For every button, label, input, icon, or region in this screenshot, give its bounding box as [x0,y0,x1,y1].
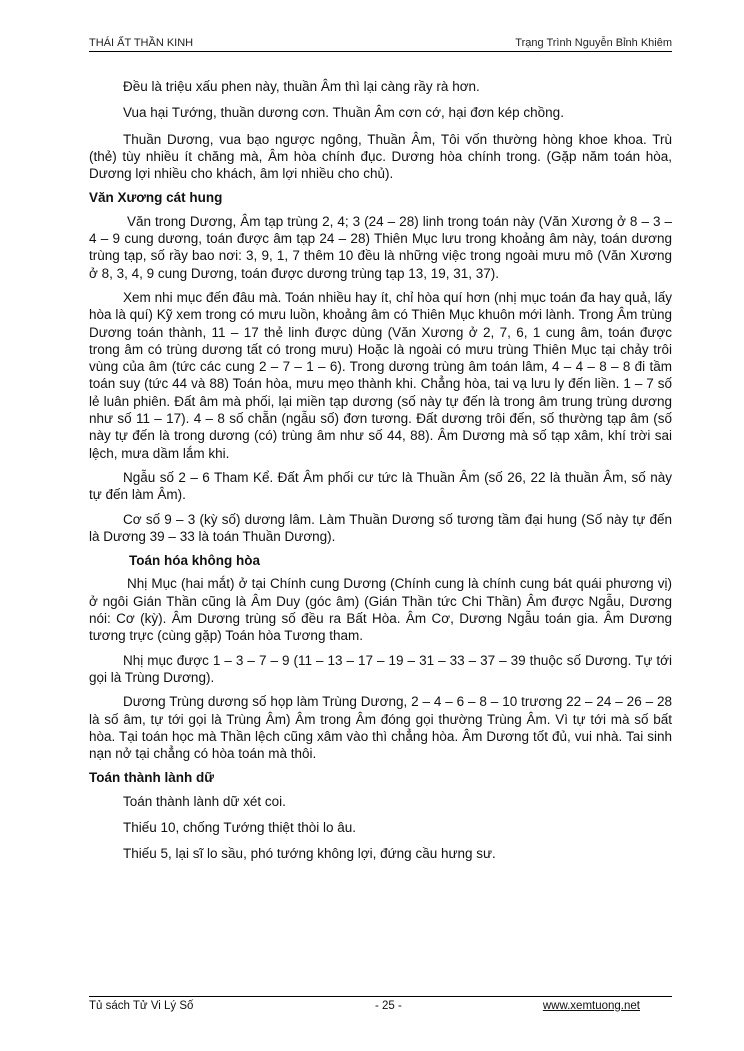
paragraph: Thuần Dương, vua bạo ngược ngông, Thuần Âm, Tôi vốn thường hòng khoe khoa. Trù (thẻ) tùy nhiều ít chăng mà, Âm hòa chính đục. Dương hòa chính trong. (Gặp năm toán hòa, Dương lợi nhiều cho khách, âm lợi nhiều cho chủ). [89,131,672,182]
section-heading-toan-thanh: Toán thành lành dữ [89,770,215,786]
paragraph: Vua hại Tướng, thuần dương cơn. Thuần Âm cơn cớ, hại đơn kép chồng. [123,105,564,121]
paragraph: Thiếu 10, chống Tướng thiệt thòi lo âu. [123,819,357,835]
header-book-title: THÁI ẤT THẦN KINH [89,37,194,49]
page-content [89,78,672,872]
paragraph: Ngẫu số 2 – 6 Tham Kể. Đất Âm phối cư tức là Thuần Âm (số 26, 22 là thuần Âm, số này tự đến làm Âm). [89,469,672,503]
header-author: Trạng Trình Nguyễn Bỉnh Khiêm [515,37,672,49]
paragraph: Dương Trùng dương số họp làm Trùng Dương, 2 – 4 – 6 – 8 – 10 trương 22 – 24 – 26 – 28 là số âm, tự tới gọi là Trùng Âm) Âm trong Âm đóng gọi thường Trùng Âm. Vì tự tới mà số bất hòa. Tại toán học mà Thần lệch cũng xâm vào thì chẳng hòa. Âm Dương tốt đủ, vui nhà. Tai sinh nạn nở tại chẳng có hòa toán mà thôi. [89,694,672,762]
paragraph: Đều là triệu xấu phen này, thuần Âm thì lại càng rầy rà hơn. [123,79,480,94]
paragraph: Thiếu 5, lại sĩ lo sầu, phó tướng không lợi, đứng cầu hưng sư. [123,846,496,862]
section-heading-van-xuong: Văn Xương cát hung [89,190,223,206]
page-number: - 25 - [375,1000,402,1012]
paragraph: Cơ số 9 – 3 (kỳ số) dương lâm. Làm Thuần Dương số tương tầm đại hung (Số này tự đến là Dương 39 – 33 là toán Thuần Dương). [89,511,672,544]
footer-series: Tủ sách Tử Vi Lý Số [89,1000,194,1012]
website-link[interactable]: www.xemtuong.net [542,1000,640,1012]
paragraph: Nhị mục được 1 – 3 – 7 – 9 (11 – 13 – 17 – 19 – 31 – 33 – 37 – 39 thuộc số Dương. Tự tới gọi là Trùng Dương). [89,652,672,685]
paragraph: Toán thành lành dữ xét coi. [123,793,286,809]
section-heading-toan-hoa: Toán hóa không hòa [129,553,260,569]
page-header [89,33,672,52]
page-footer [89,996,672,1012]
paragraph: Văn trong Dương, Âm tạp trùng 2, 4; 3 (24 – 28) linh trong toán này (Văn Xương ở 8 – 3 – 4 – 9 cung dương, toán được âm tạp 24 – 28) Thiên Mục lưu trong khoảng âm này, toán dương trùng tạp, số rầy bao nơi: 3, 9, 1, 7 thêm 10 đều là những việc trong ngoài mưu mô (Văn Xương ở 8, 3, 4, 9 cung Dương, toán được dương trùng tạp 13, 19, 31, 37). [89,213,672,281]
paragraph: Xem nhi mục đến đâu mà. Toán nhiều hay ít, chỉ hòa quí hơn (nhị mục toán đa hay quả, lấy hòa là quí) Kỹ xem trong có mưu luồn, khoảng âm có Thiên Mục khuôn mới lành. Trong Âm trùng Dương toán thành, 11 – 17 thẻ linh được dùng (Văn Xương ở 2, 7, 6, 1 cung âm, toán được trong âm có trùng dương tất có trong mưu) Hoặc là ngoài có mưu trùng Thiên Mục tại chảy trôi vùng của âm (tức các cung 2 – 7 – 1 – 6). Trong dương trùng âm toán lâm, 4 – 4 – 8 – 8 đi tầm toán suy (tức 44 và 88) Toán hòa, mưu mẹo thành khi. Chẳng hòa, tai vạ lưu ly đến liền. 1 – 7 số lẻ luân phiên. Đất âm mà phối, lại miền tạp dương (số này tự đến là trong âm trung trùng dương như số 11 – 17). 4 – 8 số chẵn (ngẫu số) đơn tương. Đất dương trôi đến, số thường tạp âm (số này tự đến là trong dương (có) trùng âm như số 44, 88). Âm Dương mà số tạp xâm, khí trời sai lệch, mưa dầm lắm khi. [89,289,672,461]
paragraph: Nhị Mục (hai mắt) ở tại Chính cung Dương (Chính cung là chính cung bát quái phương vị) ở ngôi Gián Thần cũng là Âm Duy (góc âm) (Gián Thần tức Chi Thần) Âm được Ngẫu, Dương nói: Cơ (kỳ). Âm Dương trùng số đều ra Bất Hòa. Âm Cơ, Dương Ngẫu toán gia. Âm Dương tương trực (cùng gặp) Toán hòa Tương tham. [89,576,672,644]
